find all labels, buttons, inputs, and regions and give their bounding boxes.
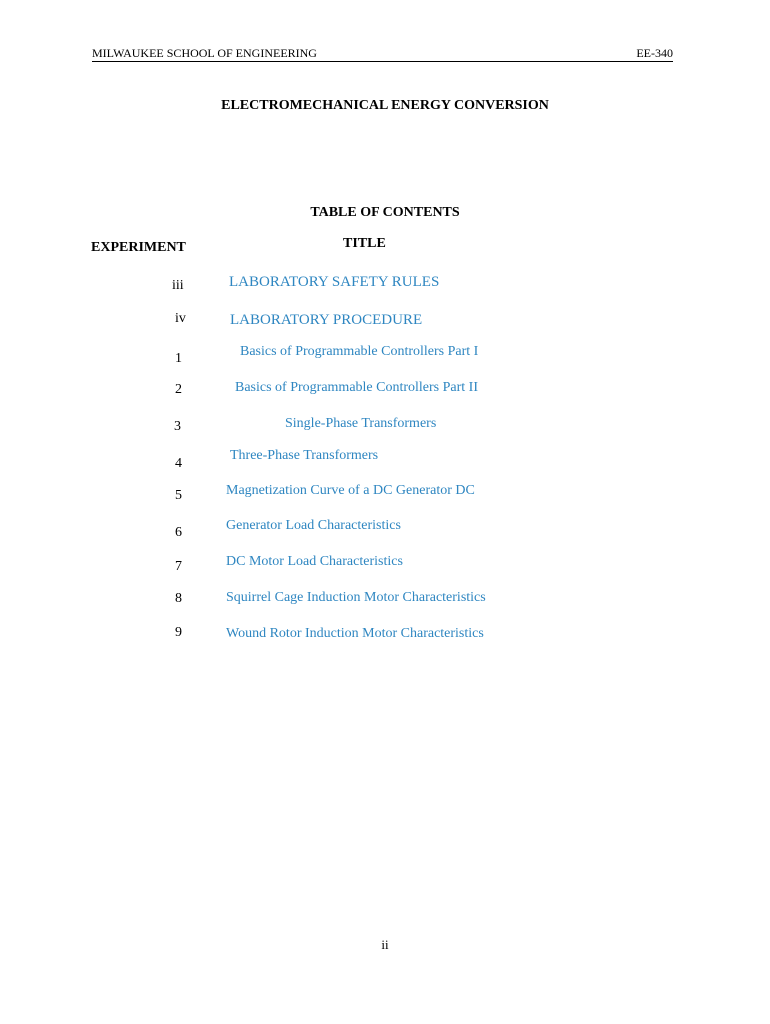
- toc-entry-number: 3: [174, 419, 181, 434]
- header-course: EE-340: [636, 46, 673, 60]
- header-school: MILWAUKEE SCHOOL OF ENGINEERING: [92, 46, 317, 60]
- toc-entry-number: 1: [175, 351, 182, 366]
- document-title: ELECTROMECHANICAL ENERGY CONVERSION: [221, 98, 549, 113]
- toc-entry-number: 8: [175, 591, 182, 606]
- toc-entry-number: 6: [175, 525, 182, 540]
- toc-entry-number: 5: [175, 488, 182, 503]
- toc-entry-number: 4: [175, 456, 182, 471]
- toc-entry-link[interactable]: Single-Phase Transformers: [285, 416, 437, 431]
- toc-entry-number: 2: [175, 382, 182, 397]
- toc-entry-link[interactable]: Magnetization Curve of a DC Generator DC: [226, 483, 475, 498]
- toc-entry-link[interactable]: Wound Rotor Induction Motor Characteristics: [226, 626, 484, 641]
- page-number: ii: [381, 937, 389, 952]
- toc-entry-number: iii: [172, 278, 184, 293]
- toc-entry-link[interactable]: LABORATORY SAFETY RULES: [229, 274, 440, 290]
- toc-entry-link[interactable]: Basics of Programmable Controllers Part I: [240, 344, 479, 359]
- toc-entry-number: 7: [175, 559, 182, 574]
- toc-entry-number: iv: [175, 311, 186, 326]
- page-header: [92, 46, 673, 62]
- toc-column-title: TITLE: [343, 236, 386, 251]
- toc-entry-link[interactable]: Generator Load Characteristics: [226, 518, 401, 533]
- toc-entry-link[interactable]: Three-Phase Transformers: [230, 448, 379, 463]
- toc-heading: TABLE OF CONTENTS: [310, 205, 460, 220]
- toc-column-experiment: EXPERIMENT: [91, 240, 186, 255]
- toc-entry-number: 9: [175, 625, 182, 640]
- toc-entry-link[interactable]: Basics of Programmable Controllers Part II: [235, 380, 479, 395]
- toc-entry-link[interactable]: DC Motor Load Characteristics: [226, 554, 403, 569]
- toc-entry-link[interactable]: LABORATORY PROCEDURE: [230, 312, 423, 328]
- toc-entry-link[interactable]: Squirrel Cage Induction Motor Characteristics: [226, 590, 486, 605]
